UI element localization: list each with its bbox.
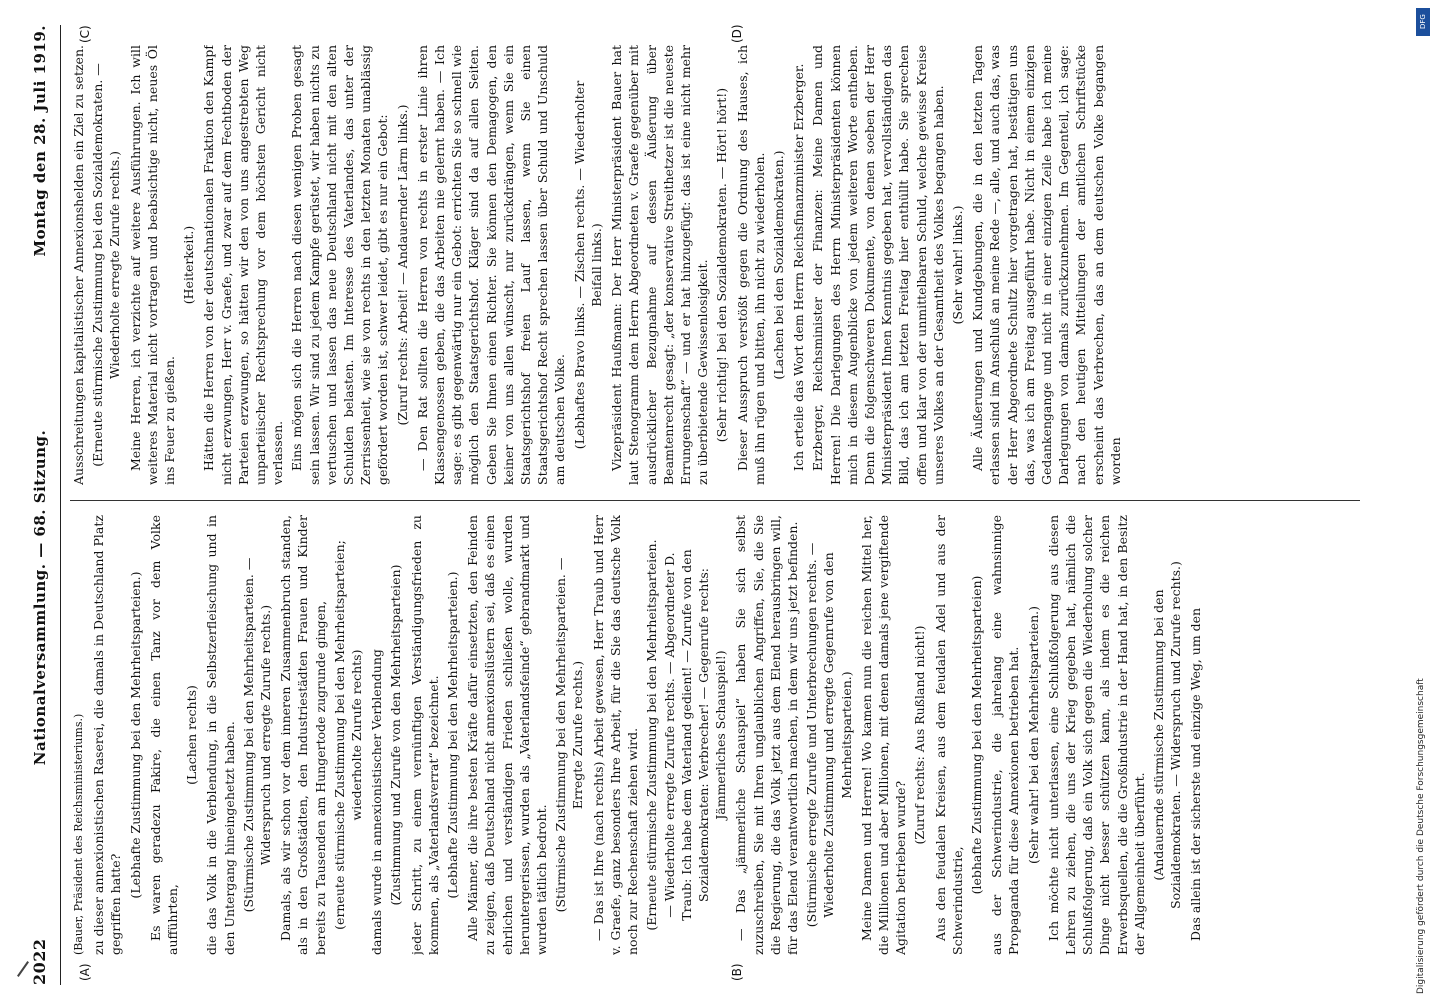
stage-direction: (Lebhaftes Bravo links. — Zischen rechts. — Wiederholter Beifall links.) bbox=[571, 80, 604, 450]
session-title: Nationalversammlung. — 68. Sitzung. bbox=[31, 429, 49, 766]
page-header bbox=[30, 25, 56, 985]
paragraph: Ich erteile das Wort dem Herrn Reichsfinanzminister Erzberger. bbox=[791, 63, 807, 471]
page-number: 2022 bbox=[30, 938, 49, 985]
paragraph: Es waren geradezu Fakire, die einen Tanz vor dem Volke aufführten, bbox=[147, 515, 181, 955]
paragraph: Alle Männer, die ihre besten Kräfte dafür einsetzten, den Feinden zu zeigen, daß Deutschland nicht annexionslüstern sei, daß es einen ehrlichen und verständigen Frieden schließen wolle, wurden heruntergerissen, wurden als „Vaterlandsfeinde“ gebrandmarkt und wurden tätlich bedroht. bbox=[465, 515, 550, 955]
paragraph: jeder Schritt, zu einem vernünftigen Verständigungsfrieden zu kommen, als „Vaterlandsverrat“ bezeichnet. bbox=[408, 515, 441, 955]
stage-direction: (Zuruf rechts: Arbeit! — Andauernder Lärm links.) bbox=[394, 104, 410, 426]
stage-direction: (Lachen rechts) bbox=[184, 685, 200, 785]
paragraph: — Den Rat sollten die Herren von rechts in erster Linie ihren Klassengenossen geben, die das Arbeiten nie gelernt haben. — Ich sage: es gibt gegenwärtig nur ein Gebot: errichten Sie so schnell wie möglich den Staatsgerichtshof. Kläger sind da auf allen Seiten. Geben Sie Ihnen einen Richter. Sie können den Demagogen, den keiner von uns allen wünscht, nur zurückdrängen, wenn Sie ein Staatsgerichtshof freien Lauf lassen, wenn Sie einen Staatsgerichtshof Recht sprechen lassen über Schuld und Unschuld am deutschen Volke. bbox=[414, 45, 568, 485]
paragraph: die das Volk in die Verblendung, in die Selbstzerfleischung und in den Untergang hineingehetzt haben. bbox=[204, 515, 237, 955]
stage-direction: (Zustimmung und Zurufe von den Mehrheitsparteien) bbox=[388, 564, 404, 906]
stage-direction: (Lebhafte Zustimmung bei den Mehrheitsparteien.) bbox=[127, 571, 143, 899]
paragraph: zu dieser annexionistischen Raserei, die damals in Deutschland Platz gegriffen hatte? bbox=[91, 515, 124, 955]
paragraph: Ich möchte nicht unterlassen, eine Schlußfolgerung aus diesen Lehren zu ziehen, die uns der Krieg gegeben hat, nämlich die Schlußfolgerung, daß ein Volk sich gegen die Wiederholung solcher Dinge nicht besser schützen kann, als indem es die reichen Erwerbsquellen, die die Großindustrie in der Hand hat, in den Besitz der Allgemeinheit überführt. bbox=[1045, 515, 1147, 955]
stage-direction: (Sehr wahr! links.) bbox=[949, 205, 965, 325]
paragraph: Dieser Ausspruch verstößt gegen die Ordnung des Hauses, ich muß ihn rügen und bitten, ihn nicht zu wiederholen. bbox=[734, 45, 767, 485]
paragraph: Alle Äußerungen und Kundgebungen, die in den letzten Tagen erlassen sind im Anschluß an meine Rede —, alle, und auch das, was der Herr Abgeordnete Schultz hier vorgetragen hat, bestätigen uns das, was ich am Freitag ausgeführt habe. Nicht in einem einzigen Gedankengange und nicht in einer einzigen Zeile habe ich meine Darlegungen von damals zurückzunehmen. Im Gegenteil, ich sage: nach den heutigen Mitteilungen der amtlichen Schriftstücke erscheint das Verbrechen, das an dem deutschen Volke begangen worden bbox=[970, 45, 1123, 485]
margin-letter-d: (D) bbox=[730, 24, 744, 43]
paragraph: — Das „jämmerliche Schauspiel“ haben Sie sich selbst zuzuschreiben, Sie mit Ihren unglaublichen Angriffen, Sie, die Sie die Regierung, die das Volk jetzt aus dem Elend herausbringen will, für das Elend verantwortlich machen, in dem wir uns jetzt befinden. bbox=[733, 515, 800, 955]
margin-letter-b: (B) bbox=[730, 963, 744, 981]
header-rule bbox=[60, 25, 61, 985]
session-date: Montag den 28. Juli 1919. bbox=[31, 25, 49, 257]
stage-direction: (Zuruf rechts: Aus Rußland nicht!) bbox=[912, 625, 928, 845]
margin-letter-c: (C) bbox=[78, 25, 92, 43]
stage-direction: (Erneute stürmische Zustimmung bei den Mehrheitsparteien. — Wiederholte erregte Zurufe rechts. — Abgeordneter D. Traub: Ich habe dem Vaterland gedient! — Zurufe von den Sozialdemokraten: Verbrecher! — Gegenrufe rechts: Jämmerliches Schauspiel!) bbox=[644, 539, 729, 931]
stage-direction: (Stürmische Zustimmung bei den Mehrheitsparteien. — Widerspruch und erregte Zurufe rechts.) bbox=[240, 557, 274, 913]
stage-direction: (Andauernde stürmische Zustimmung bei den Sozialdemokraten. — Widerspruch und Zurufe rechts.) bbox=[1150, 561, 1184, 909]
digitization-credit: Digitalisierung gefördert durch die Deutsche Forschungsgemeinschaft bbox=[1416, 678, 1426, 994]
stage-direction: (Heiterkeit.) bbox=[181, 225, 197, 305]
paragraph: damals wurde in annexionistischer Verblendung bbox=[369, 649, 385, 955]
stage-direction: (Erneute stürmische Zustimmung bei den Sozialdemokraten. — Wiederholte erregte Zurufe rechts.) bbox=[90, 63, 123, 467]
paragraph: Damals, als wir schon vor dem inneren Zusammenbruch standen, als in den Großstädten, den Industriestädten Frauen und Kinder bereits zu Tausenden am Hungertode zugrunde gingen, bbox=[278, 515, 328, 955]
document-page bbox=[30, 25, 1430, 985]
stage-direction: (Lachen bei den Sozialdemokraten.) bbox=[770, 150, 786, 380]
paragraph: Vizepräsident Haußmann: Der Herr Ministerpräsident Bauer hat laut Stenogramm dem Herrn Abgeordneten v. Graefe gegenüber mit ausdrücklicher Bezugnahme auf dessen Äußerung über Beamtenrecht gesagt: „der konservative Streithetzer ist die neueste Errungenschaft“ — und er hat hinzugefügt: das ist eine nicht mehr zu überbietende Gewissenlosigkeit. bbox=[609, 45, 711, 485]
stage-direction: (lebhafte Zustimmung bei den Mehrheitsparteien) bbox=[968, 575, 984, 895]
paragraph: Das allein ist der sicherste und einzige Weg, um den bbox=[1188, 607, 1204, 941]
pencil-mark bbox=[17, 961, 29, 977]
paragraph: Meine Herren, ich verzichte auf weitere Ausführungen. Ich will weiteres Material nicht vortragen und beabsichtige nicht, neues Öl ins Feuer zu gießen. bbox=[127, 45, 178, 485]
paragraph: Aus den feudalen Kreisen, aus dem feudalen Adel und aus der Schwerindustrie, bbox=[932, 515, 965, 955]
right-column bbox=[70, 45, 1360, 485]
stage-direction: (Sehr wahr! bei den Mehrheitsparteien.) bbox=[1025, 605, 1041, 865]
column-divider bbox=[70, 500, 1360, 501]
paragraph: aus der Schwerindustrie, die jahrelang eine wahnsinnige Propaganda für diese Annexionen betrieben hat. bbox=[989, 515, 1022, 955]
paragraph: Meine Damen und Herren! Wo kamen nun die reichen Mittel her, die Millionen und aber Millionen, mit denen damals jene vergiftende Agitation betrieben wurde? bbox=[858, 515, 909, 955]
paragraph: — Das ist Ihre (nach rechts) Arbeit gewesen, Herr Traub und Herr v. Graefe, ganz besonders Ihre Arbeit, für die Sie das deutsche Volk noch zur Rechenschaft ziehen wird. bbox=[590, 515, 641, 955]
stage-direction: (Lebhafte Zustimmung bei den Mehrheitsparteien.) bbox=[445, 571, 461, 899]
stage-direction: (erneute stürmische Zustimmung bei den Mehrheitsparteien; wiederholte Zurufe rechts) bbox=[331, 540, 365, 930]
left-column bbox=[70, 515, 1360, 955]
stage-direction: (Stürmische Zustimmung bei den Mehrheitsparteien. — Erregte Zurufe rechts.) bbox=[553, 557, 586, 913]
paragraph: Eins mögen sich die Herren nach diesen wenigen Proben gesagt sein lassen. Wir sind zu jedem Kampfe gerüstet, wir haben nichts zu vertuschen und lassen das neue Deutschland nicht mit den alten Schulden belasten. Im Interesse des Vaterlandes, das unter der Zerrissenheit, wie sie von rechts in den letzten Monaten unablässig gefördert worden ist, schwer leidet, gibt es nur ein Gebot: bbox=[289, 45, 391, 485]
speaker-note: (Bauer, Präsident des Reichsministeriums.) bbox=[72, 713, 85, 955]
stage-direction: (Sehr richtig! bei den Sozialdemokraten. — Hört! hört!) bbox=[714, 87, 730, 443]
margin-letter-a: (A) bbox=[78, 963, 92, 981]
stage-direction: (Stürmische erregte Zurufe und Unterbrechungen rechts. — Wiederholte Zustimmung und erregte Gegenrufe von den Mehrheitsparteien.) bbox=[804, 542, 854, 928]
paragraph: Ausschreitungen kapitalistischer Annexionshelden ein Ziel zu setzen. bbox=[71, 45, 86, 485]
paragraph: Hätten die Herren von der deutschnationalen Fraktion den Kampf nicht erzwungen, Herr v. Graefe, und zwar auf dem Fechtboden der Parteien erzwungen, so hätten wir den von uns angestrebten Weg unparteiischer Rechtsprechung vor dem höchsten Gericht nicht verlassen. bbox=[201, 45, 286, 485]
dfg-logo: DFG bbox=[1416, 8, 1430, 36]
paragraph: Erzberger, Reichsminister der Finanzen: Meine Damen und Herren! Die Darlegungen des Herrn Ministerpräsidenten können mich in diesem Augenblicke von jedem weiteren Worte entheben. Denn die folgenschweren Dokumente, von denen soeben der Herr Ministerpräsident Ihnen Kenntnis gegeben hat, vervollständigen das Bild, das ich am letzten Freitag hier enthüllt habe. Sie sprechen offen und klar von der unmittelbaren Schuld, welche gewisse Kreise unseres Volkes an der Gesamtheit des Volkes begangen haben. bbox=[810, 45, 946, 485]
